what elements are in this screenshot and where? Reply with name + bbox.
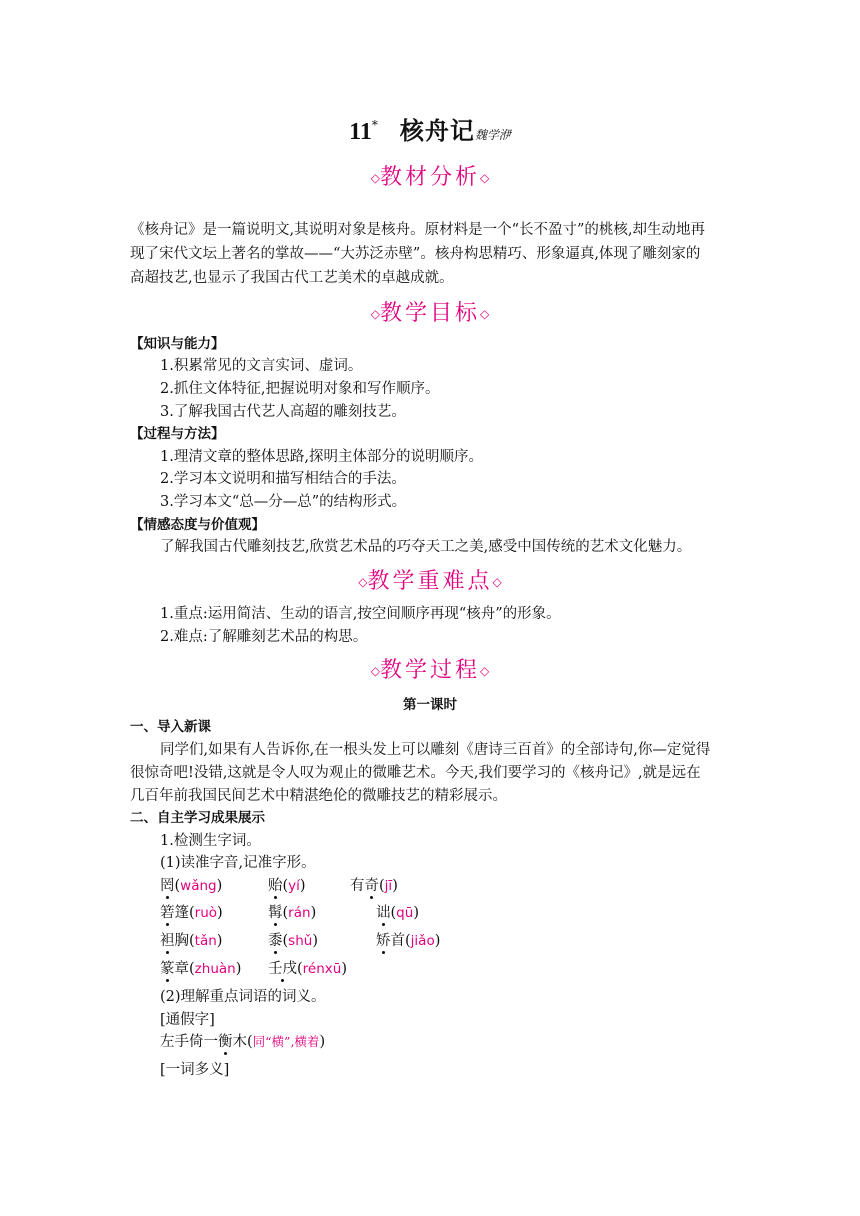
section-heading-goals [0, 296, 860, 327]
vocab-item: 贻(yí) [268, 874, 306, 895]
step1b: (2)理解重点词语的词义。 [160, 989, 326, 1005]
vocab-item: 黍(shǔ) [268, 929, 318, 950]
vocab-item: 矫首(jiǎo) [376, 929, 440, 950]
keypoint-1: 1.重点:运用简洁、生动的语言,按空间顺序再现“核舟”的形象。 [160, 606, 561, 622]
vocab-item: 髯(rán) [268, 901, 316, 922]
vocab-item: 罔(wǎng) [160, 874, 222, 895]
part1-line-3: 几百年前我国民间艺术中精湛绝伦的微雕技艺的精彩展示。 [130, 788, 507, 804]
diamond-icon: ◇ [370, 307, 380, 321]
step1a: (1)读准字音,记准字形。 [160, 855, 316, 871]
section-heading-text: 教材分析 [379, 165, 480, 190]
vocab-item: 箬篷(ruò) [160, 901, 223, 922]
analysis-line-3: 高超技艺,也显示了我国古代工艺美术的卓越成就。 [130, 270, 454, 286]
vocab-item: 篆章(zhuàn) [160, 957, 241, 978]
goals-method-2: 2.学习本文说明和描写相结合的手法。 [160, 471, 406, 487]
section-heading-process [0, 653, 860, 684]
diamond-icon: ◇ [480, 664, 490, 678]
part1-line-1: 同学们,如果有人告诉你,在一根头发上可以雕刻《唐诗三百首》的全部诗句,你—定觉得 [160, 742, 711, 758]
vocab-item: 壬戌(rénxū) [268, 957, 347, 978]
part1-head: 一、导入新课 [130, 719, 211, 735]
goals-knowledge-3: 3.了解我国古代艺人高超的雕刻技艺。 [160, 404, 406, 420]
goals-method-3: 3.学习本文“总—分—总”的结构形式。 [160, 494, 407, 510]
tongjia-head: [通假字] [160, 1012, 215, 1028]
vocab-item: 有奇(jī) [350, 874, 398, 895]
goals-method-1: 1.理清文章的整体思路,探明主体部分的说明顺序。 [160, 449, 483, 465]
keypoint-2: 2.难点:了解雕刻艺术品的构思。 [160, 629, 368, 645]
lesson-period: 第一课时 [403, 697, 457, 713]
section-heading-keypoints [0, 564, 860, 595]
goals-emotion-text: 了解我国古代雕刻技艺,欣赏艺术品的巧夺天工之美,感受中国传统的艺术文化魅力。 [160, 539, 692, 555]
goals-method-head: 【过程与方法】 [130, 426, 225, 442]
section-heading-text: 教学重难点 [367, 569, 493, 594]
section-heading-text: 教学目标 [379, 301, 480, 326]
vocab-item: 诎(qū) [376, 901, 419, 922]
goals-knowledge-1: 1.积累常见的文言实词、虚词。 [160, 358, 363, 374]
diamond-icon: ◇ [370, 171, 380, 185]
lesson-author: 魏学洢 [474, 128, 511, 142]
goals-knowledge-2: 2.抓住文体特征,把握说明对象和写作顺序。 [160, 381, 440, 397]
lesson-title [0, 111, 860, 146]
diamond-icon: ◇ [358, 575, 368, 589]
tongjia-example: 左手倚一衡木(同“横”,横着) [160, 1030, 325, 1051]
analysis-line-1: 《核舟记》是一篇说明文,其说明对象是核舟。原材料是一个“长不盈寸”的桃核,却生动地再 [130, 222, 706, 238]
goals-emotion-head: 【情感态度与价值观】 [130, 517, 265, 533]
vocab-item: 袒胸(tǎn) [160, 929, 222, 950]
yici-head: [一词多义] [160, 1062, 230, 1078]
lesson-title-text: 核舟记 [399, 116, 475, 145]
lesson-number: 11 [349, 119, 372, 145]
lesson-star: * [371, 118, 378, 132]
diamond-icon: ◇ [480, 171, 490, 185]
part1-line-2: 很惊奇吧!没错,这就是令人叹为观止的微雕艺术。今天,我们要学习的《核舟记》,就是远在 [130, 765, 701, 781]
part2-head: 二、自主学习成果展示 [130, 810, 265, 826]
analysis-line-2: 现了宋代文坛上著名的掌故——“大苏泛赤壁”。核舟构思精巧、形象逼真,体现了雕刻家的 [130, 246, 701, 262]
diamond-icon: ◇ [492, 575, 502, 589]
step1: 1.检测生字词。 [160, 833, 261, 849]
section-heading-analysis [0, 160, 860, 191]
goals-knowledge-head: 【知识与能力】 [130, 336, 225, 352]
diamond-icon: ◇ [370, 664, 380, 678]
section-heading-text: 教学过程 [379, 658, 480, 683]
diamond-icon: ◇ [480, 307, 490, 321]
